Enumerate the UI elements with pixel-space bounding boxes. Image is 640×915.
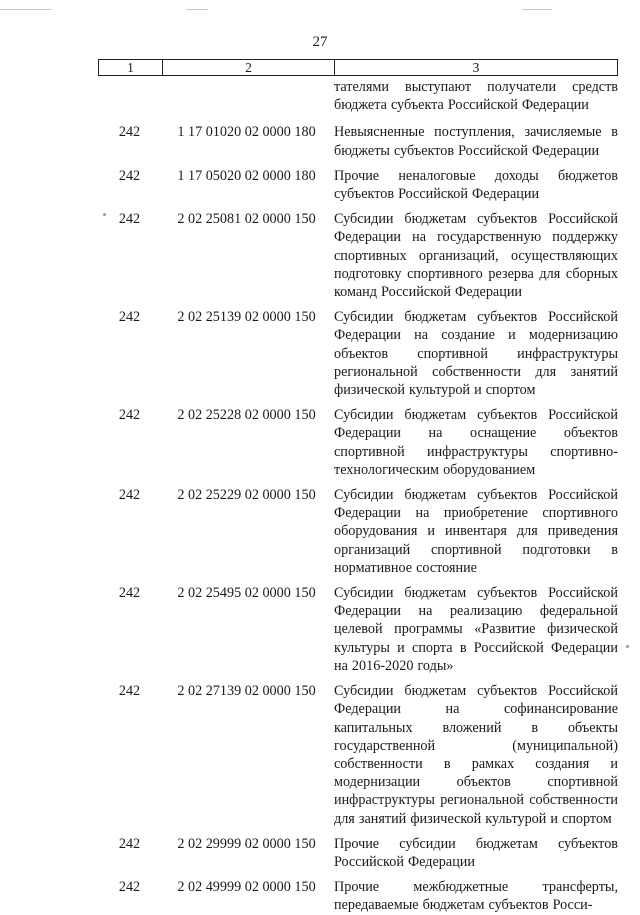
table-row [98,486,618,577]
column-header: 2 [163,60,335,75]
description-cell: Субсидии бюджетам субъектов Российской Федерации на государственную поддержку спортивных организаций, осуществляющих подготовку спортивного резерва для сборных команд Российской Федерации [334,211,618,301]
admin-code-cell: 242 [118,879,141,896]
revenue-code-cell: 2 02 25495 02 0000 150 [177,585,316,602]
description-cell: тателями выступают получатели средств бюджета субъекта Российской Федерации [334,79,618,114]
admin-code-cell: 242 [118,407,141,424]
revenue-code-cell [161,78,332,114]
admin-code-cell: 242 [118,167,141,184]
description-cell: Субсидии бюджетам субъектов Российской Федерации на софинансирование капитальных вложений в объекты государственной (муниципальной) собственности в рамках создания и модернизации объектов спортивной инфраструктуры региональной собственности для занятий физической культурой и спортом [334,683,618,827]
admin-code-cell: 242 [118,585,141,602]
description-cell: Прочие субсидии бюджетам субъектов Российской Федерации [334,835,618,870]
page-number: 27 [312,34,328,50]
revenue-code-cell: 2 02 49999 02 0000 150 [177,879,316,896]
table-row [98,835,618,871]
revenue-code-cell: 2 02 27139 02 0000 150 [177,683,316,700]
scan-artifact [186,9,208,10]
description-cell: Прочие межбюджетные трансферты, передаваемые бюджетам субъектов Росси- [334,879,618,914]
scan-artifact [626,645,629,648]
table-row [98,78,618,114]
description-cell: Субсидии бюджетам субъектов Российской Федерации на создание и модернизацию объектов спортивной инфраструктуры региональной собственности для занятий физической культурой и спортом [334,309,618,399]
revenue-code-cell: 1 17 01020 02 0000 180 [177,124,316,141]
revenue-code-cell: 1 17 05020 02 0000 180 [177,167,316,184]
revenue-code-cell: 2 02 25081 02 0000 150 [177,211,316,228]
table-body [98,78,618,915]
scan-artifact [522,9,552,10]
admin-code-cell: 242 [118,835,141,852]
description-cell: Субсидии бюджетам субъектов Российской Федерации на оснащение объектов спортивной инфраструктуры спортивно-технологическим оборудованием [334,407,618,478]
table-row [98,406,618,479]
admin-code-cell: 242 [118,683,141,700]
description-cell: Субсидии бюджетам субъектов Российской Федерации на приобретение спортивного оборудования и инвентаря для приведения организаций спортивной подготовки в нормативное состояние [334,487,618,576]
table-row [98,308,618,399]
admin-code-cell [98,78,161,114]
column-header: 1 [99,60,163,75]
description-cell: Прочие неналоговые доходы бюджетов субъектов Российской Федерации [334,167,618,203]
revenue-code-cell: 2 02 25229 02 0000 150 [177,487,316,504]
table-row [98,123,618,159]
admin-code-cell: 242 [118,309,141,326]
revenue-code-cell: 2 02 25139 02 0000 150 [177,309,316,326]
budget-codes-table [98,59,618,915]
scan-artifact [0,9,52,10]
table-row [98,584,618,675]
table-header-row [98,59,618,76]
revenue-code-cell: 2 02 29999 02 0000 150 [177,835,316,852]
column-header: 3 [472,60,480,75]
admin-code-cell: 242 [118,211,141,228]
description-cell: Субсидии бюджетам субъектов Российской Федерации на реализацию федеральной целевой программы «Развитие физической культуры и спорта в Российской Федерации на 2016-2020 годы» [334,585,618,674]
admin-code-cell: 242 [118,487,141,504]
revenue-code-cell: 2 02 25228 02 0000 150 [177,407,316,424]
description-cell: Невыясненные поступления, зачисляемые в бюджеты субъектов Российской Федерации [334,124,618,159]
table-row [98,167,618,203]
table-row [98,682,618,828]
table-row [98,878,618,914]
admin-code-cell: 242 [118,124,141,141]
table-row [98,210,618,301]
